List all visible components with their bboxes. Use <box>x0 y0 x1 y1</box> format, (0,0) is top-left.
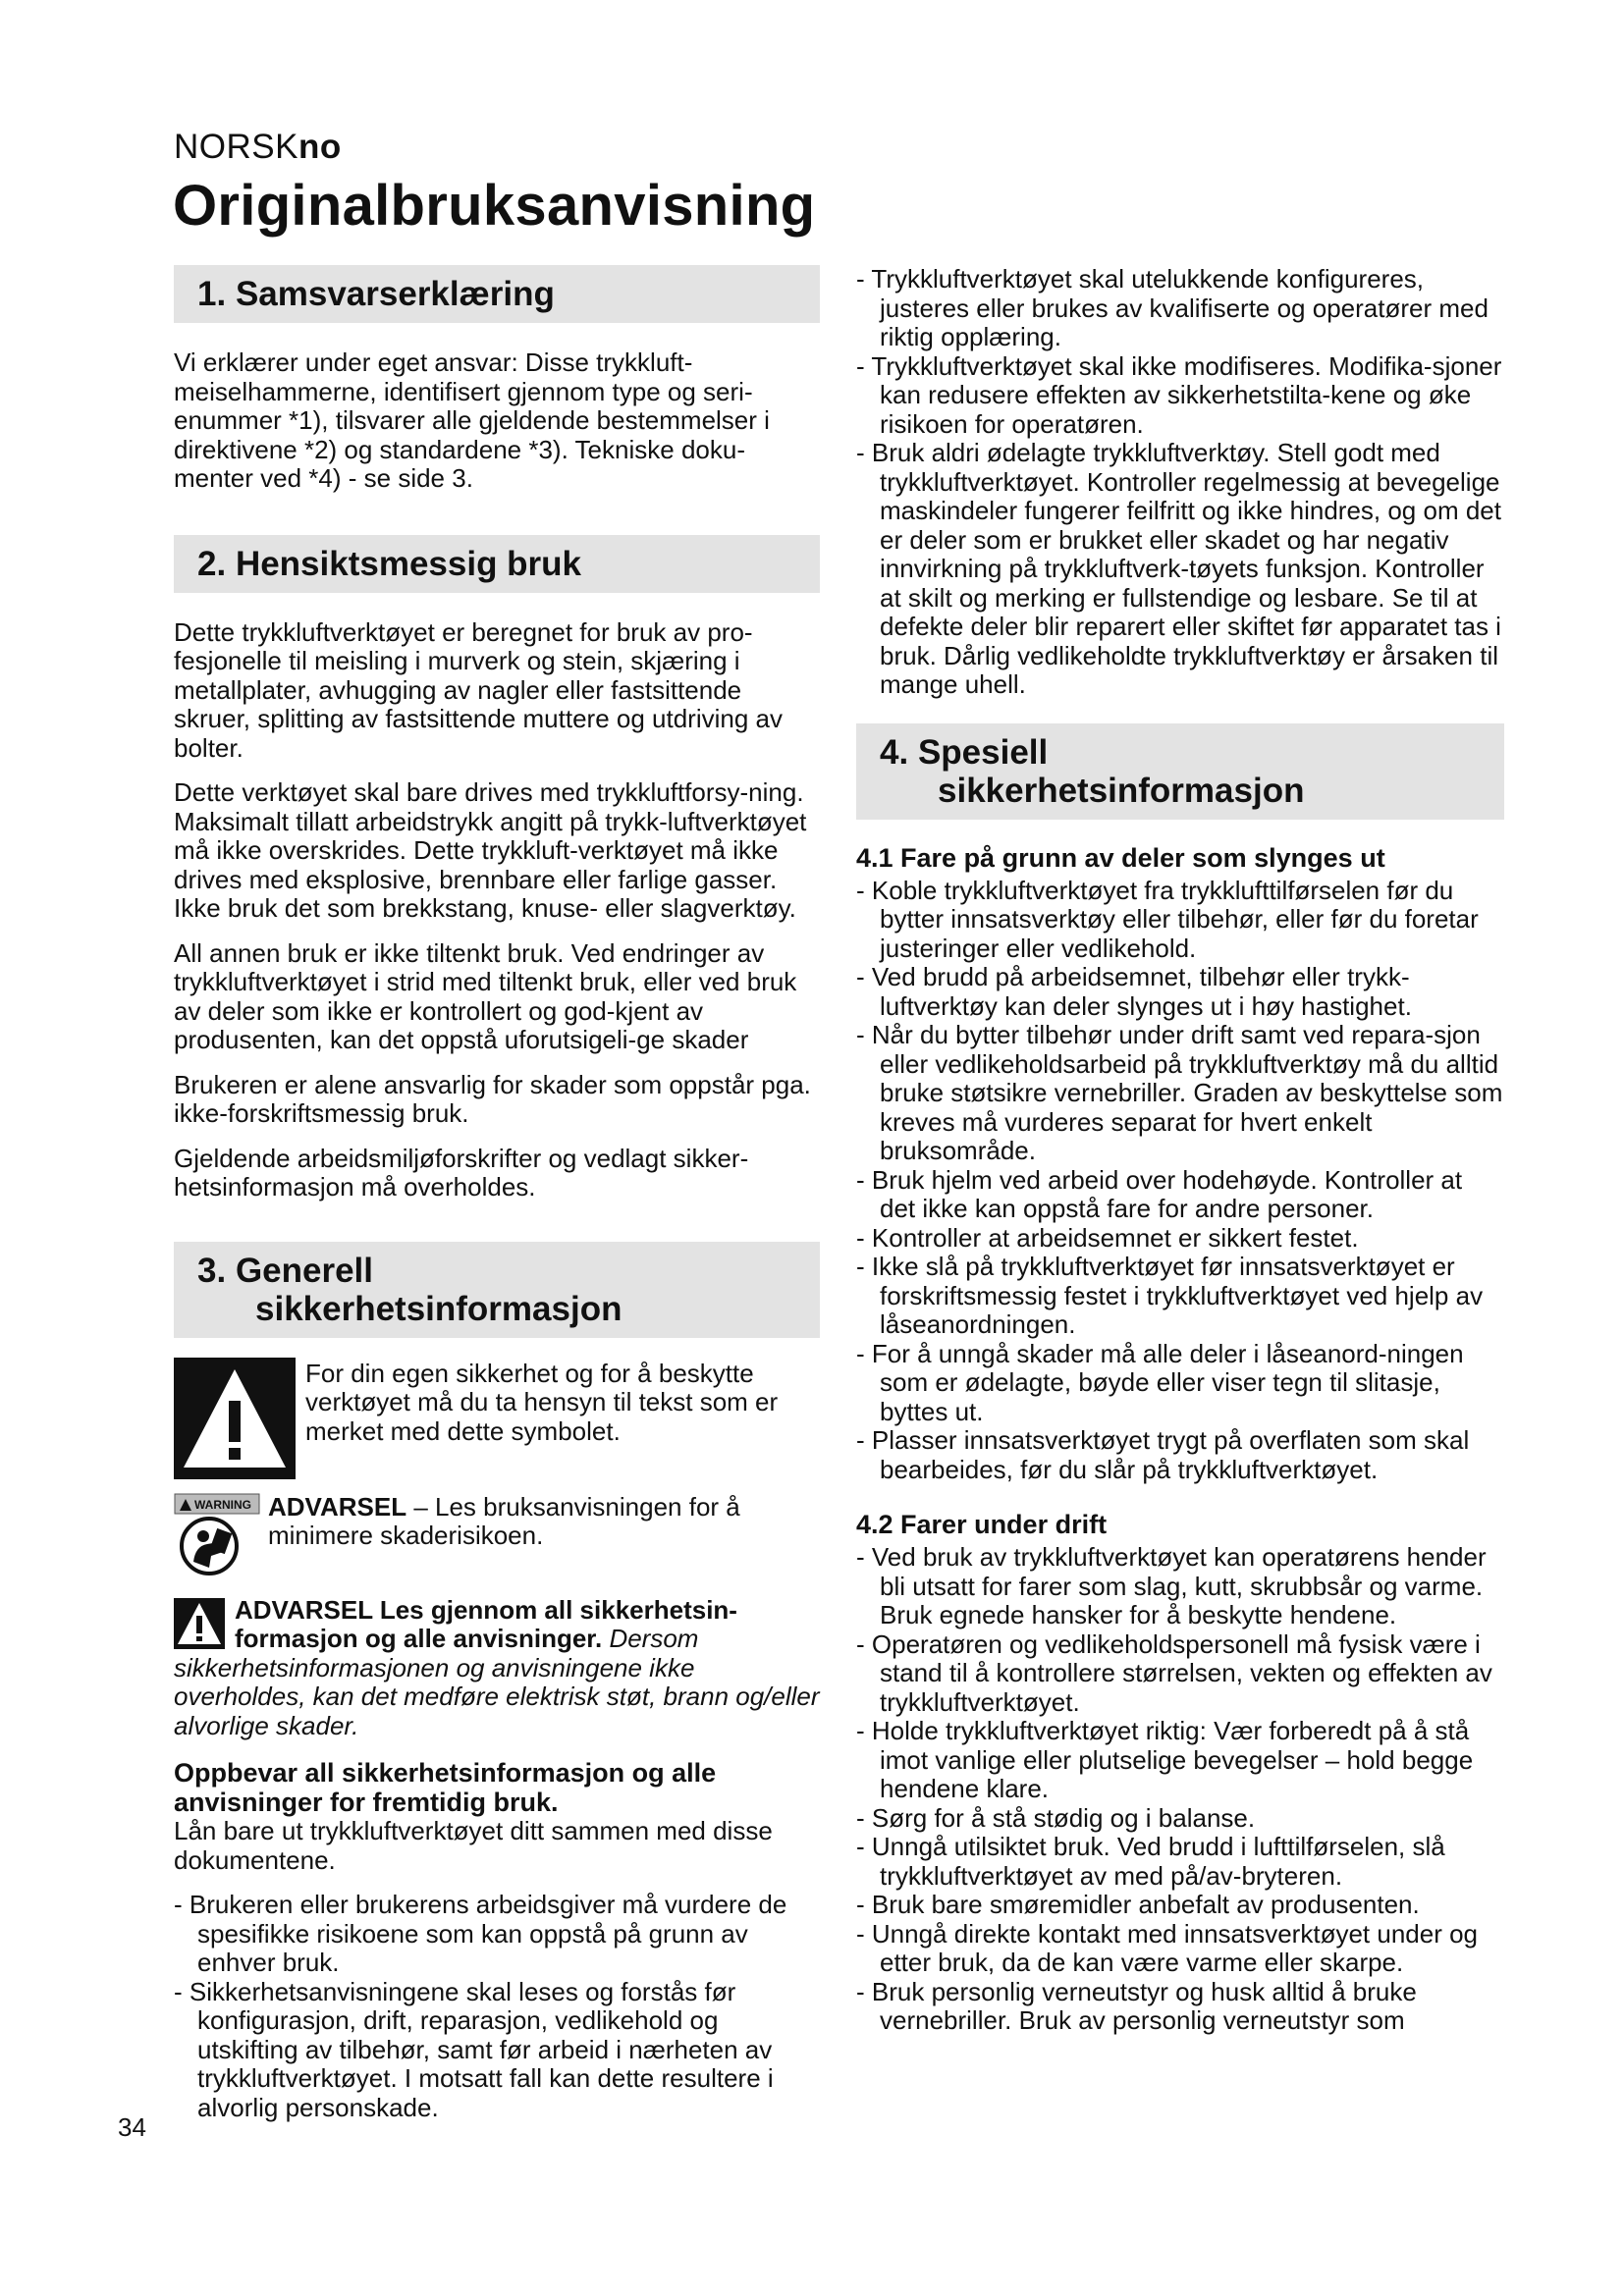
subsection-4-1-title: 4.1 Fare på grunn av deler som slynges ut <box>856 842 1385 873</box>
list-item: - Trykkluftverktøyet skal utelukkende konfigureres, justeres eller brukes av kvalifiserte og operatører med riktig opplæring. <box>856 265 1504 352</box>
svg-text:WARNING: WARNING <box>194 1497 251 1512</box>
list-item: - Ikke slå på trykkluftverktøyet før innsatsverktøyet er forskriftsmessig festet i trykkluftverktøyet ved hjelp av låseanordningen. <box>856 1253 1504 1340</box>
right-column <box>856 265 1504 2036</box>
list-item: - Unngå utilsiktet bruk. Ved brudd i lufttilførselen, slå trykkluftverktøyet av med på/av-bryteren. <box>856 1833 1504 1891</box>
language-label: NORSKno <box>174 128 342 166</box>
left-column <box>174 265 820 2122</box>
list-item: - Unngå direkte kontakt med innsatsverktøyet under og etter bruk, da de kan være varme eller skarpe. <box>856 1920 1504 1978</box>
section-1-text: Vi erklærer under eget ansvar: Disse trykkluft-meiselhammerne, identifisert gjennom type og seri-enummer *1), tilsvarer alle gjeldende bestemmelser i direktivene *2) og standardene *3). Tekniske doku-menter ved *4) - se side 3. <box>174 347 770 493</box>
list-item: - Sørg for å stå stødig og i balanse. <box>856 1804 1504 1834</box>
list-item: - Ved bruk av trykkluftverktøyet kan operatørens hender bli utsatt for farer som slag, kutt, skrubbsår og varme. Bruk egnede hansker for å beskytte hendene. <box>856 1543 1504 1630</box>
section-3-list <box>174 1891 820 2122</box>
list-item: - Kontroller at arbeidsemnet er sikkert festet. <box>856 1224 1504 1254</box>
section-1-heading: 1. Samsvarserklæring <box>174 265 820 323</box>
list-item: - For å unngå skader må alle deler i låseanord-ningen som er ødelagte, bøyde eller viser tegn til slitasje, byttes ut. <box>856 1340 1504 1427</box>
safety-symbol-text: For din egen sikkerhet og for å beskytte verktøyet må du ta hensyn til tekst som er merket med dette symbolet. <box>305 1358 779 1446</box>
read-manual-icon <box>174 1493 260 1582</box>
list-item: - Når du bytter tilbehør under drift samt ved repara-sjon eller vedlikeholdsarbeid på trykkluftverktøy må du alltid bruke støtsikre vernebriller. Graden av beskyttelse som kreves må vurderes separat for hvert enkelt bruksområde. <box>856 1021 1504 1166</box>
list-item: - Bruk hjelm ved arbeid over hodehøyde. Kontroller at det ikke kan oppstå fare for andre personer. <box>856 1166 1504 1224</box>
list-item: - Plasser innsatsverktøyet trygt på overflaten som skal bearbeides, før du slår på trykkluftverktøyet. <box>856 1426 1504 1484</box>
section-3-heading: 3. Generell sikkerhetsinformasjon <box>174 1242 820 1338</box>
section-2-paragraph: Dette verktøyet skal bare drives med trykkluftforsy-ning. Maksimalt tillatt arbeidstrykk angitt på trykk-luftverktøyet må ikke overskrides. Dette trykkluft-verktøyet må ikke drives med eksplosive, brennbare eller farlige gasser. Ikke bruk det som brekkstang, knuse- eller slagverktøy. <box>174 777 807 923</box>
list-item: - Bruk aldri ødelagte trykkluftverktøy. Stell godt med trykkluftverktøyet. Kontroller regelmessig at bevegelige maskindeler fungerer feilfritt og ikke hindres, og om det er deler som er brukket eller skadet og har negativ innvirkning på trykkluftverk-tøyets funksjon. Kontroller at skilt og merking er fullstendige og lesbare. Se til at defekte deler blir reparert eller skiftet før apparatet tas i bruk. Dårlig vedlikeholdte trykkluftverktøy er årsaken til mange uhell. <box>856 439 1504 700</box>
list-item: - Trykkluftverktøyet skal ikke modifiseres. Modifika-sjoner kan redusere effekten av sikkerhetstilta-kene og øke risikoen for operatøren. <box>856 352 1504 440</box>
general-safety-list <box>856 265 1504 700</box>
safety-symbol-box <box>174 1358 820 1479</box>
advarsel-text: – Les bruksanvisningen for å minimere skaderisikoen. <box>268 1491 740 1550</box>
advarsel-label: ADVARSEL <box>268 1491 407 1522</box>
warning-triangle-icon <box>174 1598 225 1649</box>
section-4-heading: 4. Spesiell sikkerhetsinformasjon <box>856 723 1504 820</box>
list-item: - Ved brudd på arbeidsemnet, tilbehør eller trykk-luftverktøy kan deler slynges ut i høy hastighet. <box>856 963 1504 1021</box>
subsection-4-2-title: 4.2 Farer under drift <box>856 1510 1108 1539</box>
list-item: - Brukeren eller brukerens arbeidsgiver må vurdere de spesifikke risikoene som kan oppstå på grunn av enhver bruk. <box>174 1891 820 1978</box>
section-2-paragraph: Brukeren er alene ansvarlig for skader som oppstår pga. ikke-forskriftsmessig bruk. <box>174 1069 811 1128</box>
warning-triangle-icon <box>174 1358 296 1479</box>
section-2-paragraph: Gjeldende arbeidsmiljøforskrifter og vedlagt sikker-hetsinformasjon må overholdes. <box>174 1143 749 1201</box>
subsection-4-2-list <box>856 1543 1504 2036</box>
advarsel-manual-row <box>174 1493 820 1582</box>
list-item: - Holde trykkluftverktøyet riktig: Vær forberedt på å stå imot vanlige eller plutselige bevegelser – hold begge hendene klare. <box>856 1717 1504 1804</box>
list-item: - Sikkerhetsanvisningene skal leses og forstås før konfigurasjon, drift, reparasjon, vedlikehold og utskifting av tilbehør, samt før arbeid i nærheten av trykkluftverktøyet. I motsatt fall kan dette resultere i alvorlig personskade. <box>174 1978 820 2123</box>
keep-instructions-heading: Oppbevar all sikkerhetsinformasjon og alle anvisninger for fremtidig bruk. <box>174 1758 717 1817</box>
page-title: Originalbruksanvisning <box>173 174 816 238</box>
page-number: 34 <box>118 2112 146 2142</box>
list-item: - Bruk bare smøremidler anbefalt av produsenten. <box>856 1891 1504 1920</box>
section-2-paragraph: Dette trykkluftverktøyet er beregnet for bruk av pro-fesjonelle til meisling i murverk og stein, skjæring i metallplater, avhugging av nagler eller fastsittende skruer, splitting av fastsittende muttere og utdriving av bolter. <box>174 616 783 763</box>
list-item: - Operatøren og vedlikeholdspersonell må fysisk være i stand til å kontrollere størrelsen, vekten og effekten av trykkluftverktøyet. <box>856 1630 1504 1718</box>
subsection-4-1-list <box>856 877 1504 1485</box>
list-item: - Bruk personlig verneutstyr og husk alltid å bruke vernebriller. Bruk av personlig verneutstyr som <box>856 1978 1504 2036</box>
list-item: - Koble trykkluftverktøyet fra trykklufttilførselen før du bytter innsatsverktøy eller tilbehør, eller før du foretar justeringer eller vedlikehold. <box>856 877 1504 964</box>
advarsel-read-all: ADVARSEL Les gjennom all sikkerhetsin-formasjon og alle anvisninger. Dersom sikkerhetsinformasjonen og anvisningene ikke overholdes, kan det medføre elektrisk støt, brann og/eller alvorlige skader. <box>174 1594 820 1740</box>
section-2-heading: 2. Hensiktsmessig bruk <box>174 535 820 593</box>
section-2-paragraph: All annen bruk er ikke tiltenkt bruk. Ved endringer av trykkluftverktøyet i strid med tiltenkt bruk, eller ved bruk av deler som ikke er kontrollert og god-kjent av produsenten, kan det oppstå uforutsigeli-ge skader <box>174 937 797 1054</box>
keep-instructions-text: Lån bare ut trykkluftverktøyet ditt sammen med disse dokumentene. <box>174 1816 773 1875</box>
